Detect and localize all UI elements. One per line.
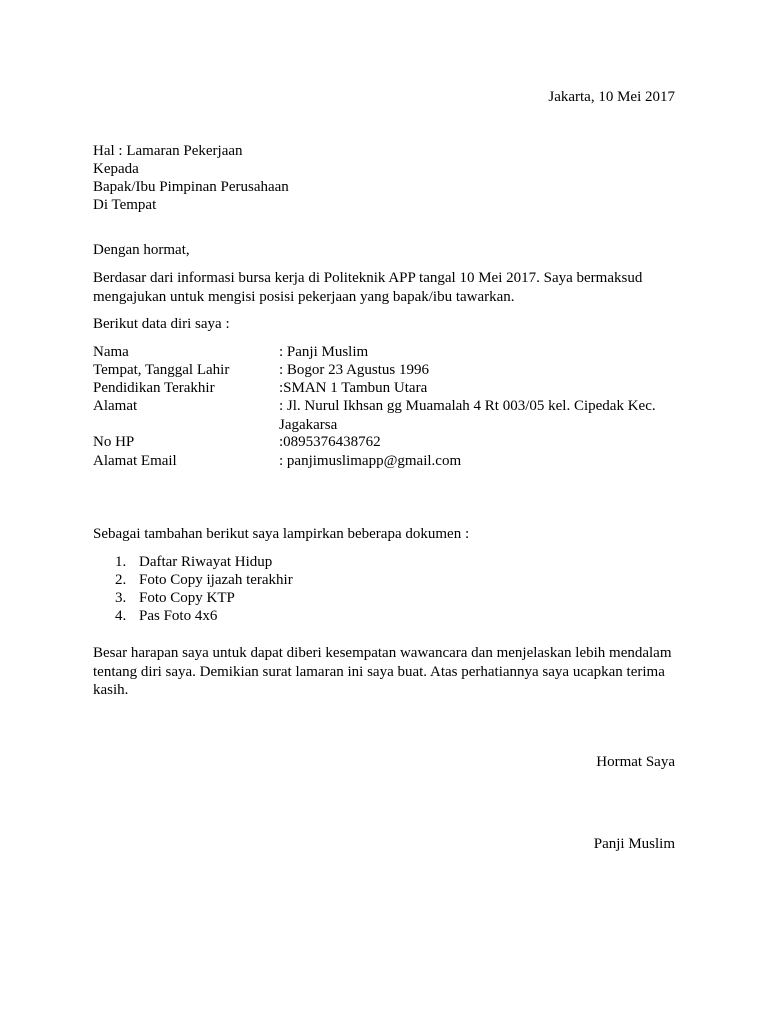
greeting: Dengan hormat, — [93, 242, 190, 258]
row-value: : Jl. Nurul Ikhsan gg Muamalah 4 Rt 003/05 kel. Cipedak Kec. Jagakarsa — [279, 398, 656, 433]
attachment-item — [115, 553, 272, 572]
attachment-number: 4. — [115, 608, 127, 624]
attachment-text: Foto Copy ijazah terakhir — [139, 572, 293, 588]
row-value: : Bogor 23 Agustus 1996 — [279, 362, 430, 378]
addressee-label: Kepada — [93, 161, 139, 177]
signature-name: Panji Muslim — [593, 836, 675, 852]
attachment-text: Pas Foto 4x6 — [139, 608, 218, 624]
attachment-text: Foto Copy KTP — [139, 590, 235, 606]
data-intro: Berikut data diri saya : — [93, 316, 230, 332]
row-label: Tempat, Tanggal Lahir — [93, 362, 230, 378]
attachment-text: Daftar Riwayat Hidup — [139, 554, 273, 570]
row-value: :0895376438762 — [279, 434, 381, 450]
attachments-intro: Sebagai tambahan berikut saya lampirkan beberapa dokumen : — [93, 526, 470, 542]
row-label: Alamat Email — [93, 453, 177, 469]
recipient: Bapak/Ibu Pimpinan Perusahaan — [93, 179, 289, 195]
subject-line: Hal : Lamaran Pekerjaan — [93, 143, 243, 159]
recipient-location: Di Tempat — [93, 197, 157, 213]
attachment-item — [115, 571, 293, 590]
row-label: Alamat — [93, 398, 138, 414]
place-date: Jakarta, 10 Mei 2017 — [548, 89, 675, 105]
attachment-item — [115, 589, 235, 608]
closing-paragraph: Besar harapan saya untuk dapat diberi kesempatan wawancara dan menjelaskan lebih mendalam tentang diri saya. Demikian surat lamaran ini saya buat. Atas perhatiannya saya ucapkan terima kasih. — [93, 645, 672, 698]
intro-paragraph: Berdasar dari informasi bursa kerja di Politeknik APP tangal 10 Mei 2017. Saya bermaksud mengajukan untuk mengisi posisi pekerjaan yang bapak/ibu tawarkan. — [93, 270, 643, 305]
row-label: Pendidikan Terakhir — [93, 380, 215, 396]
attachment-item — [115, 607, 217, 626]
row-label: Nama — [93, 344, 129, 360]
row-value: : Panji Muslim — [279, 344, 369, 360]
attachment-number: 1. — [115, 554, 127, 570]
row-label: No HP — [93, 434, 135, 450]
attachment-number: 3. — [115, 590, 127, 606]
attachment-number: 2. — [115, 572, 127, 588]
row-value: : panjimuslimapp@gmail.com — [279, 453, 462, 469]
row-value: :SMAN 1 Tambun Utara — [279, 380, 428, 396]
regards: Hormat Saya — [596, 754, 675, 770]
